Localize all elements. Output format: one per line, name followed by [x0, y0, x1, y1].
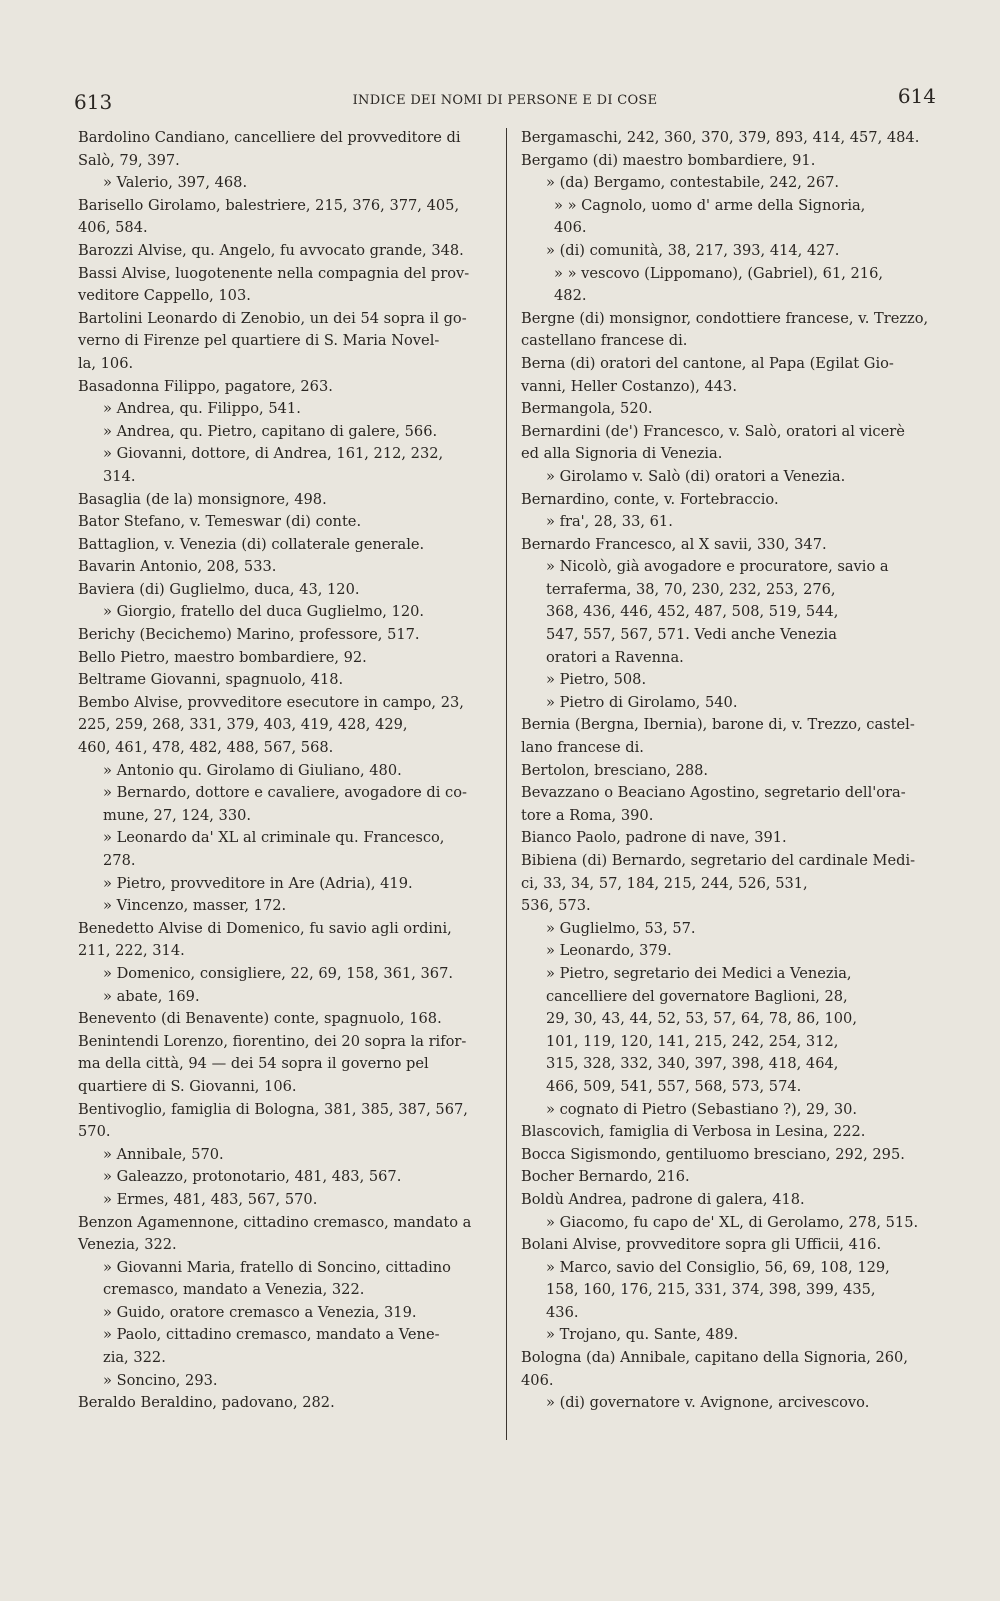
index-entry [521, 760, 951, 783]
index-entry-line: » (di) comunità, 38, 217, 393, 414, 427. [546, 241, 840, 259]
index-entry-line: Bocher Bernardo, 216. [521, 1168, 690, 1186]
index-entry [78, 963, 502, 986]
index-entry-line: 315, 328, 332, 340, 397, 398, 418, 464, [546, 1055, 839, 1073]
index-entry [78, 398, 502, 421]
index-entry [78, 556, 502, 579]
index-entry-line: Boldù Andrea, padrone di galera, 418. [521, 1190, 805, 1208]
index-entry [521, 150, 951, 173]
index-entry [521, 308, 951, 353]
index-entry [78, 127, 502, 172]
index-entry [78, 263, 502, 308]
index-entry [521, 692, 951, 715]
index-entry-line: Bentivoglio, famiglia di Bologna, 381, 385, 387, 567, [78, 1100, 468, 1118]
index-entry-line: » Leonardo da' XL al criminale qu. Francesco, [103, 829, 445, 847]
index-entry-line: » Giacomo, fu capo de' XL, di Gerolamo, 278, 515. [546, 1213, 919, 1231]
index-entry [521, 195, 951, 240]
index-entry-line: 29, 30, 43, 44, 52, 53, 57, 64, 78, 86, 100, [546, 1010, 857, 1028]
index-entry-line: 460, 461, 478, 482, 488, 567, 568. [78, 739, 334, 757]
left-index-column [78, 127, 502, 1415]
index-entry-line: » (da) Bergamo, contestabile, 242, 267. [546, 174, 840, 192]
column-divider [506, 128, 507, 1440]
index-entry-line: » Marco, savio del Consiglio, 56, 69, 108, 129, [546, 1258, 890, 1276]
index-entry [78, 1370, 502, 1393]
index-entry-line: Bibiena (di) Bernardo, segretario del cardinale Medi- [521, 852, 916, 869]
index-entry [78, 376, 502, 399]
index-entry-line: » Soncino, 293. [103, 1371, 218, 1389]
index-entry-line: Berna (di) oratori del cantone, al Papa (Egilat Gio- [521, 354, 894, 372]
index-entry [521, 511, 951, 534]
index-entry [521, 918, 951, 941]
index-entry [78, 895, 502, 918]
index-entry [78, 760, 502, 783]
index-entry [78, 918, 502, 963]
index-entry [78, 827, 502, 872]
index-entry [521, 421, 951, 466]
index-entry-line: » Giovanni Maria, fratello di Soncino, cittadino [103, 1258, 451, 1276]
index-entry-line: lano francese di. [521, 739, 644, 757]
index-entry [78, 195, 502, 240]
index-entry-line: Beraldo Beraldino, padovano, 282. [78, 1394, 335, 1412]
index-entry [78, 1392, 502, 1415]
index-entry-line: Benintendi Lorenzo, fiorentino, dei 20 sopra la rifor- [78, 1032, 467, 1050]
index-entry-line: 466, 509, 541, 557, 568, 573, 574. [546, 1077, 802, 1095]
index-entry-line: Bianco Paolo, padrone di nave, 391. [521, 829, 787, 847]
index-entry [521, 782, 951, 827]
index-entry-line: Bassi Alvise, luogotenente nella compagnia del prov- [78, 264, 470, 282]
index-entry-line: 406. [554, 219, 587, 237]
index-entry-line: Benzon Agamennone, cittadino cremasco, mandato a [78, 1213, 472, 1231]
index-entry [521, 1234, 951, 1257]
index-entry [521, 466, 951, 489]
page-number-left: 613 [74, 90, 113, 114]
index-entry-line: Barisello Girolamo, balestriere, 215, 376, 377, 405, [78, 196, 460, 214]
index-entry-line: verno di Firenze pel quartiere di S. Maria Novel- [78, 332, 440, 350]
index-entry-line: ed alla Signoria di Venezia. [521, 445, 723, 463]
index-entry-line: 158, 160, 176, 215, 331, 374, 398, 399, 435, [546, 1281, 876, 1299]
index-entry-line: mune, 27, 124, 330. [103, 806, 252, 824]
index-entry [521, 353, 951, 398]
index-entry [521, 172, 951, 195]
index-entry-line: 211, 222, 314. [78, 942, 185, 960]
index-entry-line: Bernardini (de') Francesco, v. Salò, oratori al vicerè [521, 422, 905, 440]
index-entry-line: » abate, 169. [103, 987, 200, 1005]
index-entry [521, 1144, 951, 1167]
index-entry [78, 534, 502, 557]
index-entry-line: » Pietro, segretario dei Medici a Venezia, [546, 964, 852, 982]
index-entry [521, 398, 951, 421]
index-entry-line: » Nicolò, già avogadore e procuratore, savio a [546, 558, 889, 576]
index-entry [521, 850, 951, 918]
index-entry [521, 1257, 951, 1325]
index-entry-line: 536, 573. [521, 897, 591, 915]
index-entry [521, 1347, 951, 1392]
index-entry-line: Baviera (di) Guglielmo, duca, 43, 120. [78, 580, 360, 598]
index-entry [521, 556, 951, 669]
index-entry-line: » Galeazzo, protonotario, 481, 483, 567. [103, 1168, 402, 1186]
index-entry-line: » Guido, oratore cremasco a Venezia, 319. [103, 1303, 417, 1321]
index-entry-line: 406, 584. [78, 219, 148, 237]
index-entry-line: vanni, Heller Costanzo), 443. [521, 377, 737, 395]
index-entry-line: » » vescovo (Lippomano), (Gabriel), 61, 216, [554, 264, 884, 282]
index-entry-line: Bermangola, 520. [521, 400, 653, 418]
page-number-right: 614 [897, 84, 936, 108]
index-entry [78, 172, 502, 195]
index-entry-line: Bocca Sigismondo, gentiluomo bresciano, 292, 295. [521, 1145, 905, 1163]
index-entry-line: Bergne (di) monsignor, condottiere francese, v. Trezzo, [521, 309, 929, 327]
index-entry [521, 963, 951, 1099]
index-entry [78, 421, 502, 444]
index-entry-line: » Guglielmo, 53, 57. [546, 919, 696, 937]
index-entry-line: Venezia, 322. [78, 1236, 177, 1254]
index-entry [78, 1008, 502, 1031]
index-entry-line: la, 106. [78, 354, 134, 372]
index-entry [521, 1166, 951, 1189]
index-entry [78, 443, 502, 488]
index-entry-line: » Trojano, qu. Sante, 489. [546, 1326, 739, 1344]
index-entry-line: Barozzi Alvise, qu. Angelo, fu avvocato grande, 348. [78, 241, 464, 259]
index-entry-line: Basadonna Filippo, pagatore, 263. [78, 377, 333, 395]
index-entry-line: 436. [546, 1303, 579, 1321]
index-entry-line: Bavarin Antonio, 208, 533. [78, 558, 277, 576]
index-entry [521, 940, 951, 963]
index-entry-line: » Domenico, consigliere, 22, 69, 158, 361, 367. [103, 964, 454, 982]
index-entry-line: » Pietro, 508. [546, 671, 647, 689]
index-entry [521, 1392, 951, 1415]
index-entry [521, 1212, 951, 1235]
index-entry-line: Bernardo Francesco, al X savii, 330, 347. [521, 535, 827, 553]
index-entry-line: Bator Stefano, v. Temeswar (di) conte. [78, 513, 362, 531]
index-entry-line: Blascovich, famiglia di Verbosa in Lesina, 222. [521, 1123, 866, 1141]
index-entry [78, 1189, 502, 1212]
index-entry-line: Bergamaschi, 242, 360, 370, 379, 893, 414, 457, 484. [521, 129, 920, 146]
index-entry-line: Bolani Alvise, provveditore sopra gli Ufficii, 416. [521, 1236, 882, 1254]
page-header [74, 84, 936, 118]
index-entry-line: Bernardino, conte, v. Fortebraccio. [521, 490, 779, 508]
index-entry-line: » Girolamo v. Salò (di) oratori a Venezia. [546, 467, 846, 485]
index-entry [521, 1189, 951, 1212]
index-entry-line: terraferma, 38, 70, 230, 232, 253, 276, [546, 580, 836, 598]
index-entry-line: Basaglia (de la) monsignore, 498. [78, 490, 327, 508]
index-entry-line: » Pietro di Girolamo, 540. [546, 693, 738, 711]
index-entry [521, 827, 951, 850]
index-entry-line: » Annibale, 570. [103, 1145, 224, 1163]
right-index-column [521, 127, 951, 1415]
index-entry-line: zia, 322. [103, 1349, 166, 1367]
index-entry [521, 1121, 951, 1144]
index-entry-line: Benevento (di Benavente) conte, spagnuolo, 168. [78, 1010, 442, 1028]
index-entry-line: veditore Cappello, 103. [78, 287, 251, 305]
index-entry-line: Benedetto Alvise di Domenico, fu savio agli ordini, [78, 919, 452, 937]
index-entry [521, 127, 951, 150]
index-entry-line: 314. [103, 467, 136, 485]
index-entry-line: Bartolini Leonardo di Zenobio, un dei 54 sopra il go- [78, 309, 467, 327]
index-entry-line: » Bernardo, dottore e cavaliere, avogadore di co- [103, 784, 467, 802]
index-entry-line: » Paolo, cittadino cremasco, mandato a Vene- [103, 1326, 440, 1344]
index-entry [78, 601, 502, 624]
index-entry-line: Bertolon, bresciano, 288. [521, 761, 709, 779]
index-entry [78, 1257, 502, 1302]
index-entry-line: ma della città, 94 — dei 54 sopra il governo pel [78, 1055, 429, 1073]
index-entry [521, 489, 951, 512]
index-entry [78, 240, 502, 263]
index-entry-line: oratori a Ravenna. [546, 648, 684, 666]
index-entry [78, 873, 502, 896]
index-entry-line: Bardolino Candiano, cancelliere del provveditore di [78, 129, 461, 146]
index-entry-line: 101, 119, 120, 141, 215, 242, 254, 312, [546, 1032, 839, 1050]
index-entry-line: 547, 557, 567, 571. Vedi anche Venezia [546, 626, 837, 644]
index-entry-line: ci, 33, 34, 57, 184, 215, 244, 526, 531, [521, 874, 808, 892]
index-entry [521, 714, 951, 759]
index-entry-line: 278. [103, 852, 136, 869]
index-entry-line: » Pietro, provveditore in Are (Adria), 419. [103, 874, 413, 892]
index-entry-line: 482. [554, 287, 587, 305]
index-entry [78, 1212, 502, 1257]
index-entry [78, 782, 502, 827]
index-entry-line: Bembo Alvise, provveditore esecutore in campo, 23, [78, 693, 464, 711]
index-entry-line: » cognato di Pietro (Sebastiano ?), 29, 30. [546, 1100, 858, 1118]
index-entry [521, 669, 951, 692]
index-entry [78, 624, 502, 647]
index-entry [78, 1099, 502, 1144]
index-entry [78, 489, 502, 512]
index-entry-line: Salò, 79, 397. [78, 151, 180, 169]
running-title: INDICE DEI NOMI DI PERSONE E DI COSE [352, 93, 658, 108]
index-entry [78, 986, 502, 1009]
index-entry [78, 647, 502, 670]
index-entry-line: Bevazzano o Beaciano Agostino, segretario dell'ora- [521, 784, 906, 802]
index-entry-line: Bergamo (di) maestro bombardiere, 91. [521, 151, 816, 169]
index-entry [78, 579, 502, 602]
index-entry-line: » (di) governatore v. Avignone, arcivescovo. [546, 1394, 870, 1412]
index-entry-line: tore a Roma, 390. [521, 806, 654, 824]
index-entry-line: » Giovanni, dottore, di Andrea, 161, 212, 232, [103, 445, 444, 463]
index-entry-line: cremasco, mandato a Venezia, 322. [103, 1281, 365, 1299]
index-entry-line: Bologna (da) Annibale, capitano della Signoria, 260, [521, 1349, 908, 1367]
index-entry [78, 692, 502, 760]
index-entry-line: » Andrea, qu. Pietro, capitano di galere, 566. [103, 422, 438, 440]
index-entry-line: » Andrea, qu. Filippo, 541. [103, 400, 301, 418]
index-entry [521, 263, 951, 308]
index-entry-line: Battaglion, v. Venezia (di) collaterale generale. [78, 535, 425, 553]
index-entry [78, 669, 502, 692]
index-entry [521, 240, 951, 263]
index-entry-line: Bernia (Bergna, Ibernia), barone di, v. Trezzo, castel- [521, 716, 915, 734]
index-entry-line: 225, 259, 268, 331, 379, 403, 419, 428, 429, [78, 716, 408, 734]
index-entry-line: » Vincenzo, masser, 172. [103, 897, 287, 915]
index-entry-line: » Valerio, 397, 468. [103, 174, 248, 192]
index-entry-line: quartiere di S. Giovanni, 106. [78, 1077, 297, 1095]
index-entry [78, 1166, 502, 1189]
index-entry-line: » Ermes, 481, 483, 567, 570. [103, 1190, 318, 1208]
index-entry-line: » Antonio qu. Girolamo di Giuliano, 480. [103, 761, 402, 779]
index-entry [78, 511, 502, 534]
index-entry-line: castellano francese di. [521, 332, 688, 350]
index-entry-line: » Leonardo, 379. [546, 942, 672, 960]
index-entry [521, 534, 951, 557]
index-entry-line: » » Cagnolo, uomo d' arme della Signoria, [554, 196, 866, 214]
index-entry-line: » Giorgio, fratello del duca Guglielmo, 120. [103, 603, 425, 621]
index-entry-line: 570. [78, 1123, 111, 1141]
index-entry [78, 1302, 502, 1325]
index-entry [78, 1031, 502, 1099]
index-entry-line: Beltrame Giovanni, spagnuolo, 418. [78, 671, 344, 689]
index-entry [78, 1144, 502, 1167]
index-entry [78, 1324, 502, 1369]
index-entry-line: Bello Pietro, maestro bombardiere, 92. [78, 648, 367, 666]
index-entry [521, 1324, 951, 1347]
index-entry [78, 308, 502, 376]
index-entry-line: 406. [521, 1371, 554, 1389]
index-entry-line: Berichy (Becichemo) Marino, professore, 517. [78, 626, 420, 644]
index-entry-line: 368, 436, 446, 452, 487, 508, 519, 544, [546, 603, 839, 621]
index-entry-line: » fra', 28, 33, 61. [546, 513, 673, 531]
index-entry-line: cancelliere del governatore Baglioni, 28, [546, 987, 848, 1005]
index-entry [521, 1099, 951, 1122]
